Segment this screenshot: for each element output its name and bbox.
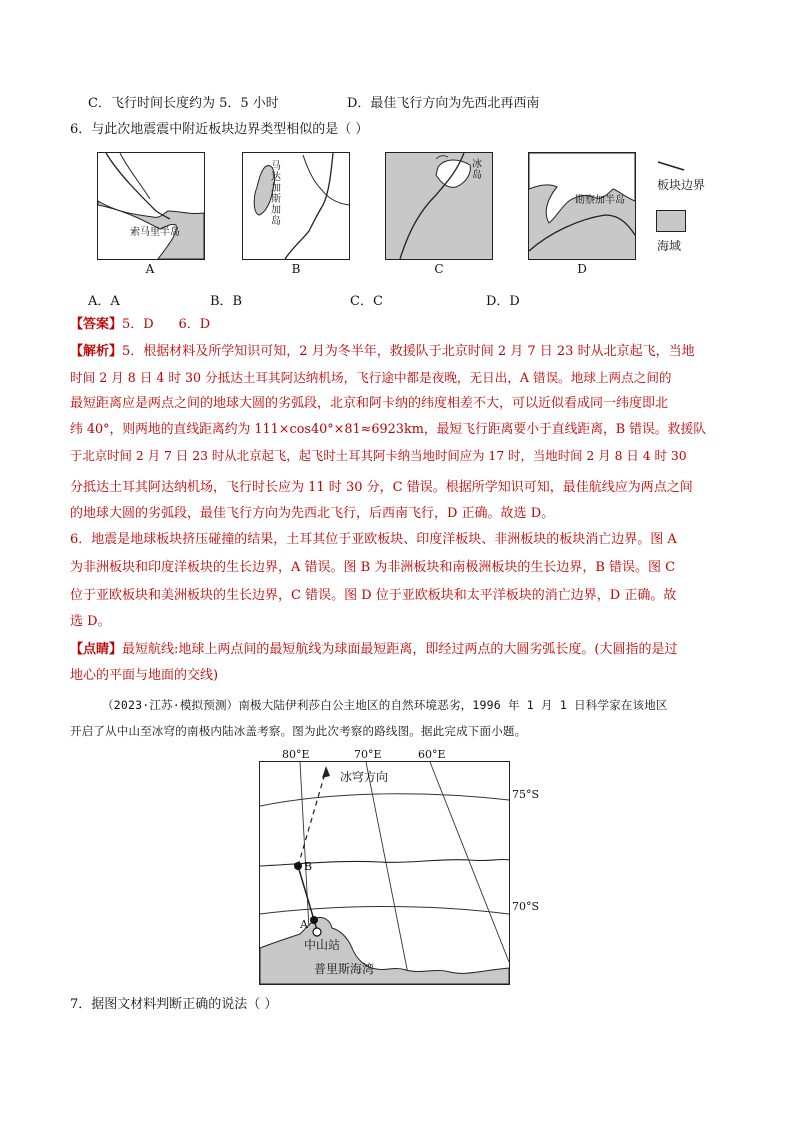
answer-label: 【答案】 bbox=[70, 317, 123, 332]
q6-option-c: C．C bbox=[350, 294, 383, 309]
plate-map-a bbox=[97, 152, 205, 260]
analysis-line-10: 选 D。 bbox=[70, 614, 111, 629]
lon-label-60e: 60°E bbox=[418, 748, 446, 761]
lat-label-70s: 70°S bbox=[512, 900, 540, 913]
plate-map-a-graphic bbox=[98, 153, 204, 259]
lat-label-75s: 75°S bbox=[512, 788, 540, 801]
q5-option-d: D．最佳飞行方向为先西北再西南 bbox=[347, 96, 540, 111]
label-kamchatka: 勘察加半岛 bbox=[575, 195, 625, 206]
analysis-line-2: 最短距离应是两点之间的地球大圆的劣弧段，北京和阿卡纳的纬度相差不大，可以近似看成同一纬度即北 bbox=[70, 396, 669, 411]
q7-stem: 7．据图文材料判断正确的说法（ ） bbox=[70, 997, 278, 1012]
label-somali-peninsula: 索马里半岛 bbox=[130, 227, 180, 238]
tip-label: 【点睛】 bbox=[70, 642, 123, 657]
tip-text-0: 最短航线:地球上两点间的最短航线为球面最短距离，即经过两点的大圆劣弧长度。(大圆指的是过 bbox=[122, 642, 678, 657]
lon-label-70e: 70°E bbox=[354, 748, 382, 761]
q5-option-c: C．飞行时间长度约为 5．5 小时 bbox=[88, 96, 279, 111]
plate-map-c bbox=[385, 152, 493, 260]
plate-map-b-graphic bbox=[243, 153, 349, 259]
intro-line-1: 开启了从中山至冰穹的南极内陆冰盖考察。图为此次考察的路线图。据此完成下面小题。 bbox=[70, 724, 527, 738]
q6-stem: 6．与此次地震震中附近板块边界类型相似的是（ ） bbox=[70, 122, 369, 137]
zhongshan-station-marker bbox=[313, 928, 321, 936]
legend-boundary-text: 板块边界 bbox=[657, 178, 706, 192]
analysis-text-0: 5．根据材料及所学知识可知，2 月为冬半年，救援队于北京时间 2 月 7 日 23 时从北京起飞，当地 bbox=[122, 344, 695, 359]
legend-boundary-line bbox=[656, 160, 686, 172]
answer-line bbox=[70, 316, 210, 334]
legend-sea-swatch bbox=[656, 210, 686, 232]
q6-option-b: B．B bbox=[210, 294, 243, 309]
label-iceland: 冰岛 bbox=[472, 159, 482, 181]
analysis-line-4: 于北京时间 2 月 7 日 23 时从北京起飞，起飞时土耳其阿卡纳当地时间应为 17 时，当地时间 2 月 8 日 4 时 30 bbox=[70, 448, 687, 463]
analysis-line-6: 的地球大圆的劣弧段，最佳飞行方向为先西北飞行，后西南飞行，D 正确。故选 D。 bbox=[70, 506, 555, 521]
map-label-a: A bbox=[300, 918, 308, 931]
analysis-line-5: 分抵达土耳其阿达纳机场，飞行时长应为 11 时 30 分，C 错误。根据所学知识可知，最佳航线应为两点之间 bbox=[70, 480, 693, 495]
analysis-line-0 bbox=[70, 343, 695, 361]
analysis-line-8: 为非洲板块和印度洋板块的生长边界，A 错误。图 B 为非洲板块和南极洲板块的生长边界，B 错误。图 C bbox=[70, 560, 676, 575]
tip-line-0 bbox=[70, 641, 677, 659]
caption-c: C bbox=[434, 262, 444, 276]
analysis-line-7: 6．地震是地球板块挤压碰撞的结果，土耳其位于亚欧板块、印度洋板块、非洲板块的板块消亡边界。图 A bbox=[70, 532, 677, 547]
plate-map-d-graphic bbox=[529, 153, 635, 259]
map-label-bay: 普里斯海湾 bbox=[314, 962, 375, 976]
map-label-b: B bbox=[304, 860, 313, 873]
q6-option-a: A．A bbox=[88, 294, 120, 309]
legend-sea-text: 海域 bbox=[657, 239, 682, 253]
tip-line-1: 地心的平面与地面的交线) bbox=[70, 668, 219, 683]
label-madagascar: 马达加斯加岛 bbox=[271, 161, 281, 227]
intro-line-0: （2023·江苏·模拟预测）南极大陆伊利莎白公主地区的自然环境恶劣，1996 年 1 月 1 日科学家在该地区 bbox=[102, 698, 668, 712]
route-map-graphic bbox=[260, 762, 509, 984]
analysis-line-9: 位于亚欧板块和美洲板块的生长边界，C 错误。图 D 位于亚欧板块和太平洋板块的消亡边界，D 正确。故 bbox=[70, 588, 677, 603]
analysis-line-1: 时间 2 月 8 日 4 时 30 分抵达土耳其阿达纳机场，飞行途中都是夜晚，无日出，A 错误。地球上两点之间的 bbox=[70, 370, 672, 385]
analysis-line-3: 纬 40°，则两地的直线距离约为 111×cos40°×81≈6923km，最短飞行距离要小于直线距离，B 错误。救援队 bbox=[70, 422, 707, 437]
plate-map-b bbox=[242, 152, 350, 260]
map-label-station: 中山站 bbox=[304, 938, 341, 952]
map-label-direction: 冰穹方向 bbox=[340, 770, 389, 784]
q6-option-d: D．D bbox=[486, 294, 520, 309]
analysis-label: 【解析】 bbox=[70, 344, 123, 359]
point-b-marker bbox=[294, 862, 302, 870]
point-a-marker bbox=[310, 916, 318, 924]
caption-a: A bbox=[145, 262, 155, 276]
route-map bbox=[259, 761, 510, 985]
caption-b: B bbox=[291, 262, 301, 276]
answer-text: 5．D 6．D bbox=[122, 317, 211, 332]
lon-label-80e: 80°E bbox=[282, 748, 310, 761]
plate-map-d bbox=[528, 152, 636, 260]
caption-d: D bbox=[577, 262, 587, 276]
